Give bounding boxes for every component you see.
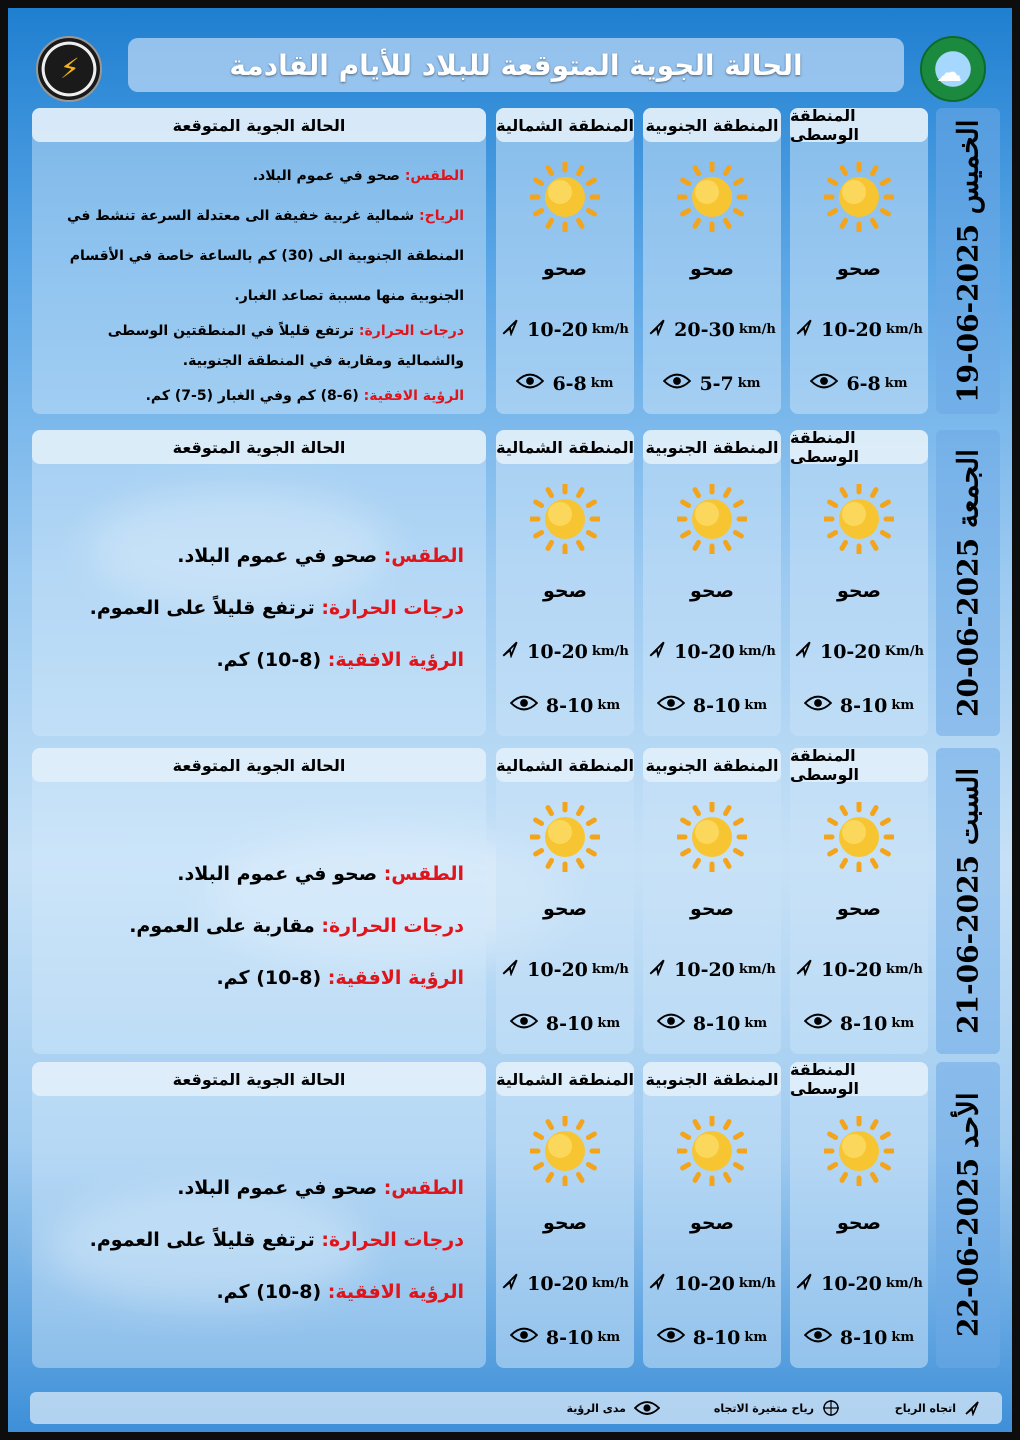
wind-value: 20-30: [674, 318, 735, 341]
forecast-label: الطقس:: [404, 168, 464, 184]
day-label: الجمعة 2025-06-20: [936, 430, 1000, 736]
forecast-label: الرؤية الافقية:: [327, 967, 464, 989]
page-title: الحالة الجوية المتوقعة للبلاد للأيام القادمة: [229, 48, 803, 82]
forecast-panel: [32, 108, 486, 414]
region-card-north: [496, 108, 634, 414]
forecast-text: (8-10) كم.: [216, 1281, 328, 1303]
visibility-unit: km: [590, 376, 614, 391]
legend-visibility-label: مدى الرؤية: [566, 1401, 626, 1415]
forecast-text: صحو في عموم البلاد.: [177, 545, 384, 567]
legend-wind-direction: [870, 1392, 980, 1424]
eye-icon: [810, 372, 838, 395]
region-name: المنطقة الجنوبية: [643, 430, 781, 464]
day-label: السبت 2025-06-21: [936, 748, 1000, 1054]
forecast-label: الطقس:: [383, 863, 464, 885]
visibility-unit: km: [891, 1330, 915, 1345]
forecast-text: ترتفع قليلاً على العموم.: [89, 1229, 322, 1251]
region-card-north: [496, 430, 634, 736]
forecast-text: مقاربة على العموم.: [129, 915, 322, 937]
forecast-text: صحو في عموم البلاد.: [177, 863, 384, 885]
legend-variable-wind: [700, 1392, 840, 1424]
region-name: المنطقة الجنوبية: [643, 1062, 781, 1096]
wind-speed: [643, 1272, 781, 1295]
forecast-panel: [32, 430, 486, 736]
wind-direction-icon: [501, 958, 519, 981]
sun-icon: [530, 484, 600, 554]
sun-icon: [824, 162, 894, 232]
visibility-unit: km: [891, 1016, 915, 1031]
ministry-logo-icon: ☁: [920, 36, 986, 102]
wind-value: 10-20: [821, 958, 882, 981]
eye-icon: [657, 1012, 685, 1035]
visibility-unit: km: [597, 1016, 621, 1031]
visibility-value: 8-10: [692, 1326, 741, 1349]
forecast-label: الرياح:: [419, 208, 464, 224]
wind-value: 10-20: [527, 640, 588, 663]
visibility-unit: km: [891, 698, 915, 713]
wind-value: 10-20: [674, 1272, 735, 1295]
forecast-paragraph: [54, 634, 464, 686]
day-label: الخميس 2025-06-19: [936, 108, 1000, 414]
visibility-unit: km: [884, 376, 908, 391]
condition: صحو: [543, 898, 587, 920]
visibility-value: 8-10: [692, 694, 741, 717]
region-card-south: [643, 108, 781, 414]
eye-icon: [510, 1012, 538, 1035]
wind-direction-icon: [648, 640, 666, 663]
forecast-label: الطقس:: [383, 1177, 464, 1199]
forecast-label: درجات الحرارة:: [321, 1229, 464, 1251]
wind-value: 10-20: [821, 1272, 882, 1295]
forecast-text: صحو في عموم البلاد.: [252, 168, 405, 184]
eye-icon: [510, 1326, 538, 1349]
eye-icon: [510, 694, 538, 717]
forecast-text: (8-10) كم.: [216, 967, 328, 989]
eye-icon: [657, 694, 685, 717]
region-card-central: [790, 1062, 928, 1368]
visibility-unit: km: [744, 1016, 768, 1031]
visibility-value: 8-10: [839, 1012, 888, 1035]
region-card-central: [790, 430, 928, 736]
wind-unit: km/h: [885, 322, 923, 337]
region-name: المنطقة الشمالية: [496, 108, 634, 142]
forecast-text: ترتفع قليلاً على العموم.: [89, 597, 322, 619]
visibility: [496, 372, 634, 395]
wind-direction-icon: [648, 958, 666, 981]
wind-direction-icon: [964, 1400, 980, 1416]
forecast-label: الرؤية الافقية:: [327, 649, 464, 671]
wind-speed: [790, 318, 928, 341]
wind-speed: [496, 958, 634, 981]
page-title-bar: [128, 38, 904, 92]
condition: صحو: [837, 580, 881, 602]
sun-icon: [677, 1116, 747, 1186]
compass-icon: [822, 1399, 840, 1417]
wind-speed: [643, 318, 781, 341]
forecast-header: الحالة الجوية المتوقعة: [32, 108, 486, 142]
visibility-value: 8-10: [692, 1012, 741, 1035]
visibility-value: 8-10: [839, 694, 888, 717]
region-card-south: [643, 1062, 781, 1368]
condition: صحو: [837, 258, 881, 280]
visibility: [496, 1326, 634, 1349]
forecast-header: الحالة الجوية المتوقعة: [32, 430, 486, 464]
visibility: [790, 1326, 928, 1349]
visibility-value: 8-10: [545, 694, 594, 717]
visibility-value: 5-7: [699, 372, 734, 395]
wind-value: 10-20: [674, 958, 735, 981]
wind-value: 10-20: [674, 640, 735, 663]
sun-icon: [677, 484, 747, 554]
forecast-label: درجات الحرارة:: [321, 915, 464, 937]
condition: صحو: [690, 898, 734, 920]
forecast-label: الطقس:: [383, 545, 464, 567]
wind-unit: km/h: [885, 1276, 923, 1291]
region-card-central: [790, 108, 928, 414]
sun-icon: [530, 162, 600, 232]
condition: صحو: [690, 258, 734, 280]
forecast-body: [54, 848, 464, 1004]
region-name: المنطقة الشمالية: [496, 748, 634, 782]
wind-speed: [496, 318, 634, 341]
forecast-paragraph: [54, 156, 464, 196]
wind-direction-icon: [501, 640, 519, 663]
forecast-paragraph: [54, 376, 464, 416]
forecast-label: درجات الحرارة:: [358, 323, 464, 339]
wind-direction-icon: [648, 1272, 666, 1295]
forecast-label: درجات الحرارة:: [321, 597, 464, 619]
forecast-header: الحالة الجوية المتوقعة: [32, 1062, 486, 1096]
wind-speed: [643, 958, 781, 981]
wind-unit: km/h: [738, 962, 776, 977]
legend-visibility: [550, 1392, 660, 1424]
wind-unit: km/h: [591, 322, 629, 337]
condition: صحو: [690, 1212, 734, 1234]
forecast-paragraph: [54, 1162, 464, 1214]
region-card-north: [496, 1062, 634, 1368]
region-name: المنطقة الجنوبية: [643, 748, 781, 782]
wind-speed: [496, 1272, 634, 1295]
wind-value: 10-20: [527, 958, 588, 981]
wind-value: 10-20: [819, 640, 881, 663]
region-card-south: [643, 430, 781, 736]
forecast-paragraph: [54, 316, 464, 376]
day-label: الأحد 2025-06-22: [936, 1062, 1000, 1368]
sun-icon: [677, 162, 747, 232]
wind-unit: Km/h: [884, 644, 925, 659]
wind-direction-icon: [795, 318, 813, 341]
visibility: [643, 1012, 781, 1035]
wind-unit: km/h: [591, 1276, 629, 1291]
wind-direction-icon: [648, 318, 666, 341]
forecast-body: [54, 156, 464, 416]
wind-speed: [496, 640, 634, 663]
forecast-paragraph: [54, 1214, 464, 1266]
visibility-unit: km: [737, 376, 761, 391]
wind-speed: [790, 640, 928, 663]
forecast-paragraph: [54, 196, 464, 316]
wind-unit: km/h: [738, 322, 776, 337]
wind-direction-icon: [501, 318, 519, 341]
wind-direction-icon: [794, 640, 812, 663]
wind-value: 10-20: [527, 318, 588, 341]
forecast-text: شمالية غربية خفيفة الى معتدلة السرعة تنشط في المنطقة الجنوبية الى (30) كم بالساعة خاصة في الأقسام الجنوبية منها مسببة تصاعد الغبار.: [67, 208, 464, 304]
visibility: [790, 372, 928, 395]
wind-direction-icon: [795, 958, 813, 981]
sun-icon: [824, 1116, 894, 1186]
forecast-text: (6-8) كم وفي الغبار (5-7) كم.: [145, 388, 364, 404]
forecast-panel: [32, 748, 486, 1054]
wind-speed: [790, 958, 928, 981]
visibility-value: 6-8: [552, 372, 587, 395]
region-name: المنطقة الجنوبية: [643, 108, 781, 142]
condition: صحو: [543, 580, 587, 602]
visibility-unit: km: [597, 698, 621, 713]
visibility: [790, 1012, 928, 1035]
visibility-unit: km: [744, 1330, 768, 1345]
eye-icon: [634, 1400, 660, 1416]
wind-direction-icon: [795, 1272, 813, 1295]
visibility: [643, 1326, 781, 1349]
eye-icon: [804, 1326, 832, 1349]
wind-speed: [643, 640, 781, 663]
wind-unit: km/h: [591, 962, 629, 977]
condition: صحو: [543, 1212, 587, 1234]
forecast-paragraph: [54, 900, 464, 952]
region-name: المنطقة الوسطى: [790, 430, 928, 464]
visibility-value: 8-10: [545, 1012, 594, 1035]
forecast-label: الرؤية الافقية:: [327, 1281, 464, 1303]
forecast-panel: [32, 1062, 486, 1368]
condition: صحو: [837, 1212, 881, 1234]
forecast-header: الحالة الجوية المتوقعة: [32, 748, 486, 782]
eye-icon: [804, 1012, 832, 1035]
region-name: المنطقة الوسطى: [790, 108, 928, 142]
visibility: [790, 694, 928, 717]
wind-unit: km/h: [885, 962, 923, 977]
meteorology-logo-icon: ⚡: [36, 36, 102, 102]
condition: صحو: [837, 898, 881, 920]
forecast-text: ترتفع قليلاً في المنطقتين الوسطى والشمالية ومقاربة في المنطقة الجنوبية.: [107, 323, 464, 369]
visibility: [643, 372, 781, 395]
region-name: المنطقة الوسطى: [790, 748, 928, 782]
visibility-unit: km: [597, 1330, 621, 1345]
wind-value: 10-20: [821, 318, 882, 341]
visibility: [643, 694, 781, 717]
condition: صحو: [543, 258, 587, 280]
forecast-paragraph: [54, 952, 464, 1004]
sun-icon: [824, 484, 894, 554]
wind-unit: km/h: [738, 1276, 776, 1291]
forecast-text: (8-10) كم.: [216, 649, 328, 671]
condition: صحو: [690, 580, 734, 602]
forecast-body: [54, 1162, 464, 1318]
visibility-unit: km: [744, 698, 768, 713]
forecast-paragraph: [54, 530, 464, 582]
region-name: المنطقة الوسطى: [790, 1062, 928, 1096]
legend-bar: [30, 1392, 1002, 1424]
eye-icon: [657, 1326, 685, 1349]
wind-unit: km/h: [591, 644, 629, 659]
region-name: المنطقة الشمالية: [496, 1062, 634, 1096]
forecast-paragraph: [54, 582, 464, 634]
wind-unit: km/h: [738, 644, 776, 659]
visibility: [496, 1012, 634, 1035]
legend-variable-wind-label: رياح متغيرة الاتجاه: [713, 1401, 814, 1415]
eye-icon: [516, 372, 544, 395]
forecast-text: صحو في عموم البلاد.: [177, 1177, 384, 1199]
forecast-body: [54, 530, 464, 686]
visibility-value: 8-10: [545, 1326, 594, 1349]
eye-icon: [663, 372, 691, 395]
sun-icon: [530, 1116, 600, 1186]
wind-speed: [790, 1272, 928, 1295]
visibility-value: 8-10: [839, 1326, 888, 1349]
forecast-paragraph: [54, 848, 464, 900]
region-card-central: [790, 748, 928, 1054]
forecast-paragraph: [54, 1266, 464, 1318]
sun-icon: [530, 802, 600, 872]
region-card-north: [496, 748, 634, 1054]
wind-value: 10-20: [527, 1272, 588, 1295]
sun-icon: [677, 802, 747, 872]
visibility-value: 6-8: [846, 372, 881, 395]
wind-direction-icon: [501, 1272, 519, 1295]
forecast-label: الرؤية الافقية:: [363, 388, 464, 404]
legend-wind-direction-label: اتجاه الرياح: [894, 1401, 956, 1415]
region-name: المنطقة الشمالية: [496, 430, 634, 464]
region-card-south: [643, 748, 781, 1054]
eye-icon: [804, 694, 832, 717]
visibility: [496, 694, 634, 717]
sun-icon: [824, 802, 894, 872]
